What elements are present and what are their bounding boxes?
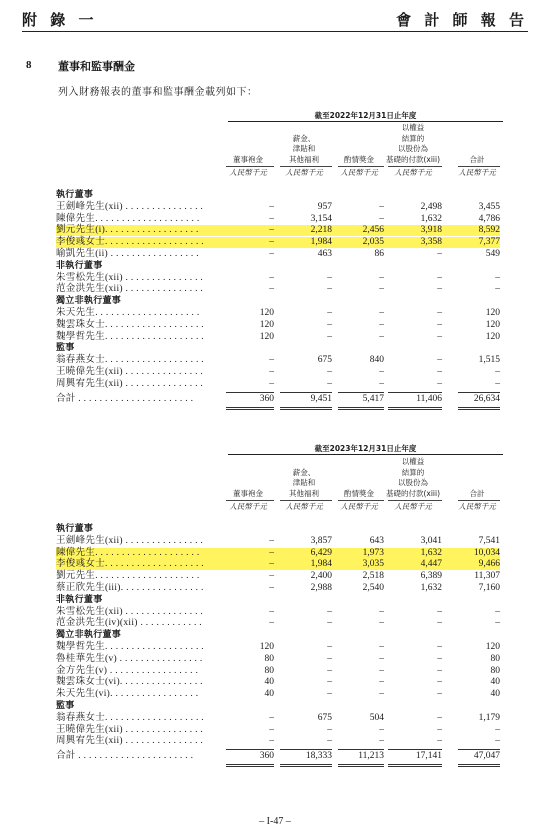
total-double-rule [388,764,442,767]
cell-share-based-payment: 3,918 [420,225,442,236]
table-row [0,249,550,260]
cell-directors-fee: – [269,367,274,377]
person-name: 朱天先生. . . . . . . . . . . . . . . . . . . . [56,308,200,318]
cell-total: 3,455 [478,201,500,212]
subtotal-rule [458,392,500,393]
cell-total: 10,034 [473,547,500,558]
cell-share-based-payment: – [437,642,442,652]
cell-salaries-allowances: 675 [317,712,332,723]
table-row [56,237,500,248]
cell-share-based-payment: – [437,677,442,688]
total-row [0,751,550,762]
category-row [0,190,550,201]
cell-directors-fee: 120 [259,642,274,652]
cell-total: 4,786 [478,213,500,224]
column-header-discretionary-bonus: 酌情獎金 [344,154,374,164]
cell-directors-fee: – [269,355,274,366]
cell-salaries-allowances: 3,154 [310,213,332,224]
cell-directors-fee: – [269,201,274,212]
cell-salaries-allowances: 2,988 [310,583,332,593]
cell-share-based-payment: – [437,606,442,617]
cell-total: – [495,606,500,617]
cell-salaries-allowances: – [327,367,332,377]
table-row [0,536,550,547]
total-discretionary-bonus: 5,417 [362,393,384,404]
total-total: 26,634 [473,393,500,404]
person-name: 王劍峰先生(xii) . . . . . . . . . . . . . . . [56,201,204,212]
unit-label: 人民幣千元 [285,502,323,511]
table-row [0,736,550,747]
cell-salaries-allowances: – [327,642,332,652]
total-double-rule [338,764,384,767]
cell-directors-fee: – [269,618,274,629]
cell-share-based-payment: – [437,724,442,735]
cell-directors-fee: 120 [259,308,274,318]
cell-directors-fee: – [269,583,274,593]
cell-discretionary-bonus: 504 [369,712,384,723]
cell-total: 1,179 [478,712,500,723]
cell-discretionary-bonus: 86 [374,249,384,259]
cell-discretionary-bonus: – [379,284,384,295]
cell-share-based-payment: 4,447 [420,559,442,570]
cell-discretionary-bonus: – [379,606,384,617]
cell-share-based-payment: – [437,308,442,318]
cell-salaries-allowances: – [327,308,332,318]
total-salaries-allowances: 18,333 [305,751,332,762]
table-row [0,273,550,284]
person-name: 王曉偉先生(xii) . . . . . . . . . . . . . . . [56,367,204,377]
cell-salaries-allowances: – [327,736,332,747]
person-name: 魏雲珠女士. . . . . . . . . . . . . . . . . . . [56,319,204,330]
subtotal-rule [280,392,332,393]
appendix-label: 附 錄 一 [22,11,98,29]
person-name: 魏學哲先生. . . . . . . . . . . . . . . . . . . [56,331,204,342]
person-name: 魏學哲先生. . . . . . . . . . . . . . . . . . . [56,642,204,652]
subtotal-rule [226,749,274,750]
total-total: 47,047 [473,751,500,762]
cell-total: 549 [485,249,500,259]
cell-total: 1,515 [478,355,500,366]
cell-total: 7,160 [478,583,500,593]
table-row [0,379,550,390]
cell-total: – [495,378,500,389]
unit-label: 人民幣千元 [229,168,267,177]
cell-total: – [495,724,500,735]
cell-discretionary-bonus: – [379,272,384,283]
category-row [0,630,550,641]
cell-share-based-payment: 1,632 [420,213,442,224]
cell-discretionary-bonus: – [379,319,384,330]
cell-share-based-payment: – [437,367,442,377]
table-row [0,332,550,343]
cell-salaries-allowances: – [327,665,332,676]
cell-discretionary-bonus: – [379,724,384,735]
person-name: 劉元先生. . . . . . . . . . . . . . . . . . . . [56,571,200,582]
table-row [0,607,550,618]
cell-discretionary-bonus: – [379,331,384,342]
category-row [0,343,550,354]
subtotal-rule [226,392,274,393]
table-row [56,225,500,236]
column-header-directors-fee: 董事袍金 [233,154,263,164]
cell-discretionary-bonus: – [379,213,384,224]
total-double-rule [458,764,500,767]
person-name: 周興宥先生(xii) . . . . . . . . . . . . . . . [56,378,204,389]
cell-share-based-payment: – [437,653,442,664]
cell-salaries-allowances: 3,857 [310,535,332,546]
category-label: 執行董事 [56,190,94,200]
cell-share-based-payment: – [437,249,442,259]
cell-total: – [495,284,500,295]
cell-salaries-allowances: 2,400 [310,571,332,582]
cell-total: – [495,736,500,747]
cell-salaries-allowances: – [327,378,332,389]
page-number: – I-47 – [259,816,291,827]
person-name: 李俊彧女士. . . . . . . . . . . . . . . . . . . [56,237,204,248]
cell-share-based-payment: – [437,378,442,389]
person-name: 王劍峰先生(xii) . . . . . . . . . . . . . . . [56,535,204,546]
column-header-total: 合計 [469,154,485,164]
category-label: 監事 [56,701,75,711]
total-double-rule [280,764,332,767]
table-row [0,725,550,736]
cell-share-based-payment: – [437,665,442,676]
table-row [0,583,550,594]
report-title: 會 計 師 報 告 [396,11,528,29]
subtotal-rule [338,749,384,750]
cell-discretionary-bonus: – [379,378,384,389]
table-row [0,355,550,366]
cell-share-based-payment: 1,632 [420,583,442,593]
cell-share-based-payment: – [437,736,442,747]
cell-share-based-payment: 1,632 [420,547,442,558]
subtotal-rule [458,749,500,750]
person-name: 朱雪松先生(xii) . . . . . . . . . . . . . . . [56,606,204,617]
section-number: 8 [26,59,32,71]
category-row [0,296,550,307]
total-double-rule [458,407,500,410]
column-header-salaries-allowances: 薪金、 津貼和 其他福利 [289,467,319,498]
section-intro: 列入財務報表的董事和監事酬金載列如下： [58,87,258,98]
cell-total: 120 [485,642,500,652]
cell-share-based-payment: – [437,689,442,700]
cell-salaries-allowances: – [327,689,332,700]
cell-discretionary-bonus: – [379,642,384,652]
cell-salaries-allowances: 1,984 [310,237,332,248]
total-double-rule [338,407,384,410]
total-double-rule [280,407,332,410]
cell-total: – [495,618,500,629]
cell-discretionary-bonus: – [379,618,384,629]
table-row [0,571,550,582]
cell-directors-fee: 40 [264,689,274,700]
person-name: 朱天先生(vi). . . . . . . . . . . . . . . . . [56,689,199,700]
cell-share-based-payment: – [437,284,442,295]
category-label: 獨立非執行董事 [56,296,122,307]
table-row [0,642,550,653]
cell-discretionary-bonus: 2,035 [362,237,384,248]
table-row [0,320,550,331]
cell-salaries-allowances: – [327,724,332,735]
category-label: 非執行董事 [56,260,103,271]
table-row [0,367,550,378]
total-double-rule [388,407,442,410]
person-name: 陳偉先生. . . . . . . . . . . . . . . . . . . . [56,213,200,224]
person-name: 蔡正欣先生(iii). . . . . . . . . . . . . . . . [56,583,204,593]
cell-share-based-payment: 6,389 [420,571,442,582]
column-header-discretionary-bonus: 酌情獎金 [344,488,374,498]
cell-directors-fee: – [269,213,274,224]
cell-share-based-payment: – [437,331,442,342]
column-header-directors-fee: 董事袍金 [233,488,263,498]
table-period: 截至2023年12月31日止年度 [314,444,417,453]
total-discretionary-bonus: 11,213 [358,751,384,762]
table-row [0,677,550,688]
cell-directors-fee: 120 [259,331,274,342]
cell-total: 80 [490,653,500,664]
cell-salaries-allowances: – [327,618,332,629]
subtotal-rule [338,392,384,393]
unit-label: 人民幣千元 [394,168,432,177]
cell-salaries-allowances: – [327,653,332,664]
unit-label: 人民幣千元 [458,168,496,177]
cell-salaries-allowances: – [327,606,332,617]
cell-discretionary-bonus: – [379,665,384,676]
cell-directors-fee: – [269,249,274,259]
table-row [0,654,550,665]
person-name: 范金洪先生(xii) . . . . . . . . . . . . . . . [56,284,204,295]
total-label: 合計 . . . . . . . . . . . . . . . . . . . . . . [56,751,194,762]
person-name: 陳偉先生. . . . . . . . . . . . . . . . . . . . [56,547,200,558]
cell-share-based-payment: 3,041 [420,535,442,546]
table-row [56,559,500,570]
cell-salaries-allowances: – [327,284,332,295]
total-share-based-payment: 17,141 [415,751,442,762]
cell-salaries-allowances: – [327,331,332,342]
subtotal-rule [280,749,332,750]
cell-total: 120 [485,319,500,330]
cell-share-based-payment: – [437,319,442,330]
category-label: 獨立非執行董事 [56,630,122,641]
column-header-salaries-allowances: 薪金、 津貼和 其他福利 [289,133,319,164]
category-label: 非執行董事 [56,594,103,605]
cell-share-based-payment: – [437,712,442,723]
total-double-rule [226,407,274,410]
table-row [0,666,550,677]
cell-directors-fee: – [269,571,274,582]
cell-discretionary-bonus: 643 [369,535,384,546]
cell-discretionary-bonus: 1,973 [362,547,384,558]
unit-label: 人民幣千元 [340,502,378,511]
person-name: 周興宥先生(xii) . . . . . . . . . . . . . . . [56,736,204,747]
cell-discretionary-bonus: – [379,653,384,664]
cell-directors-fee: – [269,237,274,248]
cell-salaries-allowances: – [327,319,332,330]
cell-directors-fee: – [269,559,274,570]
table-row [0,202,550,213]
cell-total: 11,307 [474,571,500,582]
category-row [0,524,550,535]
cell-total: – [495,367,500,377]
table-row [0,713,550,724]
category-label: 執行董事 [56,524,94,534]
period-rule [228,121,503,122]
cell-salaries-allowances: 6,429 [310,547,332,558]
person-name: 翁春燕女士. . . . . . . . . . . . . . . . . . . [56,712,204,723]
cell-total: – [495,272,500,283]
cell-total: 40 [490,689,500,700]
cell-directors-fee: – [269,272,274,283]
cell-salaries-allowances: – [327,677,332,688]
person-name: 喻凱先生(ii) . . . . . . . . . . . . . . . . . [56,249,199,259]
cell-total: 120 [485,308,500,318]
cell-directors-fee: – [269,606,274,617]
total-row [0,394,550,405]
category-row [0,261,550,272]
table-period: 截至2022年12月31日止年度 [314,111,417,120]
cell-share-based-payment: – [437,355,442,366]
person-name: 王曉偉先生(xii) . . . . . . . . . . . . . . . [56,724,204,735]
cell-salaries-allowances: 1,984 [310,559,332,570]
cell-total: 40 [490,677,500,688]
cell-directors-fee: – [269,284,274,295]
cell-discretionary-bonus: 2,540 [362,583,384,593]
subtotal-rule [388,749,442,750]
person-name: 范金洪先生(iv)(xii) . . . . . . . . . . . . [56,618,202,629]
cell-discretionary-bonus: – [379,367,384,377]
period-rule [228,454,503,455]
cell-discretionary-bonus: – [379,689,384,700]
total-double-rule [226,764,274,767]
person-name: 翁春燕女士. . . . . . . . . . . . . . . . . . . [56,355,204,366]
table-row [56,548,500,559]
subtotal-rule [388,392,442,393]
cell-salaries-allowances: 675 [317,355,332,366]
unit-label: 人民幣千元 [458,502,496,511]
cell-discretionary-bonus: – [379,308,384,318]
person-name: 朱雪松先生(xii) . . . . . . . . . . . . . . . [56,272,204,283]
page-header [22,6,528,32]
total-directors-fee: 360 [259,751,274,762]
column-header-share-based-payment: 以權益 結算的 以股份為 基礎的付款(xiii) [385,457,441,498]
cell-total: 120 [485,331,500,342]
unit-label: 人民幣千元 [394,502,432,511]
section-title: 董事和監事酬金 [58,61,135,73]
cell-share-based-payment: 2,498 [420,201,442,212]
person-name: 魯桂華先生(v) . . . . . . . . . . . . . . . . [56,653,203,664]
cell-total: 7,541 [478,535,500,546]
person-name: 魏雲珠女士(vi). . . . . . . . . . . . . . . . [56,677,203,688]
cell-directors-fee: – [269,736,274,747]
cell-total: 7,377 [478,237,500,248]
cell-discretionary-bonus: 2,518 [362,571,384,582]
table-row [0,284,550,295]
cell-share-based-payment: 3,358 [420,237,442,248]
cell-share-based-payment: – [437,272,442,283]
cell-directors-fee: – [269,535,274,546]
table-row [0,689,550,700]
cell-directors-fee: – [269,712,274,723]
cell-directors-fee: – [269,547,274,558]
person-name: 李俊彧女士. . . . . . . . . . . . . . . . . . . [56,559,204,570]
table-row [0,214,550,225]
cell-total: 9,466 [478,559,500,570]
category-row [0,701,550,712]
unit-label: 人民幣千元 [285,168,323,177]
total-salaries-allowances: 9,451 [310,393,332,404]
category-row [0,595,550,606]
cell-discretionary-bonus: – [379,736,384,747]
cell-discretionary-bonus: – [379,677,384,688]
cell-directors-fee: 40 [264,677,274,688]
cell-total: 8,592 [478,225,500,236]
total-label: 合計 . . . . . . . . . . . . . . . . . . . . . . [56,393,194,404]
cell-salaries-allowances: 463 [317,249,332,259]
table-row [0,308,550,319]
cell-discretionary-bonus: 2,456 [362,225,384,236]
cell-total: 80 [490,665,500,676]
unit-label: 人民幣千元 [340,168,378,177]
column-header-total: 合計 [469,488,485,498]
cell-directors-fee: – [269,378,274,389]
cell-discretionary-bonus: – [379,201,384,212]
cell-share-based-payment: – [437,618,442,629]
cell-directors-fee: 120 [259,319,274,330]
column-header-share-based-payment: 以權益 結算的 以股份為 基礎的付款(xiii) [385,123,441,164]
cell-salaries-allowances: 2,218 [310,225,332,236]
total-directors-fee: 360 [259,393,274,404]
cell-salaries-allowances: – [327,272,332,283]
cell-salaries-allowances: 957 [317,201,332,212]
cell-directors-fee: 80 [264,653,274,664]
cell-discretionary-bonus: 840 [369,355,384,366]
cell-directors-fee: 80 [264,665,274,676]
category-label: 監事 [56,343,75,354]
unit-label: 人民幣千元 [229,502,267,511]
person-name: 金方先生(v) . . . . . . . . . . . . . . . . . [56,665,199,676]
cell-directors-fee: – [269,724,274,735]
cell-discretionary-bonus: 3,035 [362,559,384,570]
total-share-based-payment: 11,406 [416,393,442,404]
table-row [0,618,550,629]
person-name: 劉元先生(i). . . . . . . . . . . . . . . . . . [56,225,199,236]
cell-directors-fee: – [269,225,274,236]
